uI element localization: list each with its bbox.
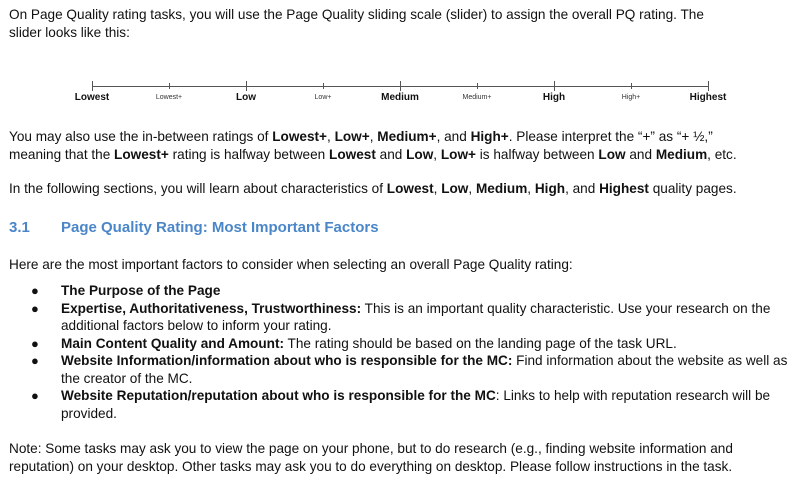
list-item [9,282,795,300]
bold-text: Medium [655,147,708,162]
section-number: 3.1 [9,219,30,236]
list-item [9,335,795,353]
text: , etc. [707,147,737,162]
text: , [527,181,535,196]
bold-text: High+ [470,129,509,144]
section-heading [9,218,379,238]
slider-label-low-plus[interactable]: Low+ [314,94,332,101]
bullet-icon: ● [31,283,39,298]
text: and [375,147,407,162]
slider-tick[interactable] [169,83,170,89]
factor-title: Expertise, Authoritativeness, Trustworthiness: [61,300,362,316]
text: , [433,181,442,196]
text: and [625,147,656,162]
factor-title: Main Content Quality and Amount: [61,335,285,351]
factor-text: Find information about the website as well as the creator of the MC. [61,353,788,386]
slider-label-lowest[interactable]: Lowest [74,92,110,103]
text: rating is halfway between [168,147,330,162]
text: quality pages. [648,181,737,196]
text: In the following sections, you will learn about characteristics of [9,181,387,196]
text: , [433,147,441,162]
factor-text: The rating should be based on the landing page of the task URL. [284,335,677,351]
sections-intro-paragraph [9,180,795,198]
inbetween-paragraph [9,128,795,164]
factor-title: The Purpose of the Page [61,283,221,298]
slider-tick[interactable] [477,83,478,89]
bold-text: Highest [599,181,649,196]
list-item [9,352,795,387]
bold-text: Lowest+ [114,147,169,162]
list-item [9,300,795,335]
slider-tick[interactable] [631,83,632,89]
list-item [9,387,795,422]
bullet-icon: ● [31,300,39,316]
slider-label-high[interactable]: High [542,92,566,103]
text: You may also use the in-between ratings of [9,129,273,144]
slider-label-medium-plus[interactable]: Medium+ [462,94,492,101]
bold-text: Low [441,181,469,196]
factor-text: : Links to help with reputation research will be provided. [61,388,771,421]
factor-title: Website Information/information about who is responsible for the MC: [61,353,513,368]
bold-text: Low [406,147,434,162]
text: is halfway between [475,147,599,162]
factors-list [9,282,795,422]
factor-text: This is an important quality characteristic. Use your research on the additional factors below to inform your rating. [61,300,771,333]
bold-text: Lowest+ [272,129,328,144]
slider-label-highest[interactable]: Highest [689,92,727,103]
slider-tick[interactable] [92,81,93,91]
bold-text: Lowest [329,147,376,162]
bullet-icon: ● [31,335,39,351]
note-line-2: reputation) on your desktop. Other tasks may ask you to do everything on desktop. Please follow instructions in the task. [9,459,733,474]
bullet-icon: ● [31,388,39,403]
note-line-1: Note: Some tasks may ask you to view the page on your phone, but to do research (e.g., finding website information and [9,441,733,456]
intro-line-2: slider looks like this: [9,25,130,40]
bold-text: Medium+ [377,129,437,144]
pq-slider-scale[interactable] [0,0,800,110]
bold-text: High [534,181,566,196]
text: , [468,181,476,196]
slider-label-lowest-plus[interactable]: Lowest+ [155,94,183,101]
text: . Please interpret the “+” as “+ ½,” [508,129,713,144]
slider-tick[interactable] [246,81,247,91]
section-title: Page Quality Rating: Most Important Factors [61,219,379,236]
bold-text: Low+ [440,147,476,162]
bold-text: Lowest [386,181,434,196]
text: , [369,129,378,144]
slider-tick[interactable] [323,83,324,89]
slider-label-high-plus[interactable]: High+ [621,94,641,101]
text: , [327,129,335,144]
text: meaning that the [9,147,115,162]
slider-tick[interactable] [708,81,709,91]
slider-label-low[interactable]: Low [236,92,256,103]
note-paragraph [9,440,795,476]
factors-intro: Here are the most important factors to consider when selecting an overall Page Quality rating: [9,257,573,272]
bold-text: Low [598,147,626,162]
slider-tick[interactable] [400,81,401,91]
bullet-icon: ● [31,353,39,368]
text: , and [436,129,471,144]
intro-line-1: On Page Quality rating tasks, you will use the Page Quality sliding scale (slider) to assign the overall PQ rating. The [9,7,704,22]
text: , and [565,181,600,196]
slider-tick[interactable] [554,81,555,91]
factor-title: Website Reputation/reputation about who is responsible for the MC [61,388,496,403]
slider-label-medium[interactable]: Medium [381,92,419,103]
bold-text: Low+ [334,129,370,144]
bold-text: Medium [475,181,528,196]
